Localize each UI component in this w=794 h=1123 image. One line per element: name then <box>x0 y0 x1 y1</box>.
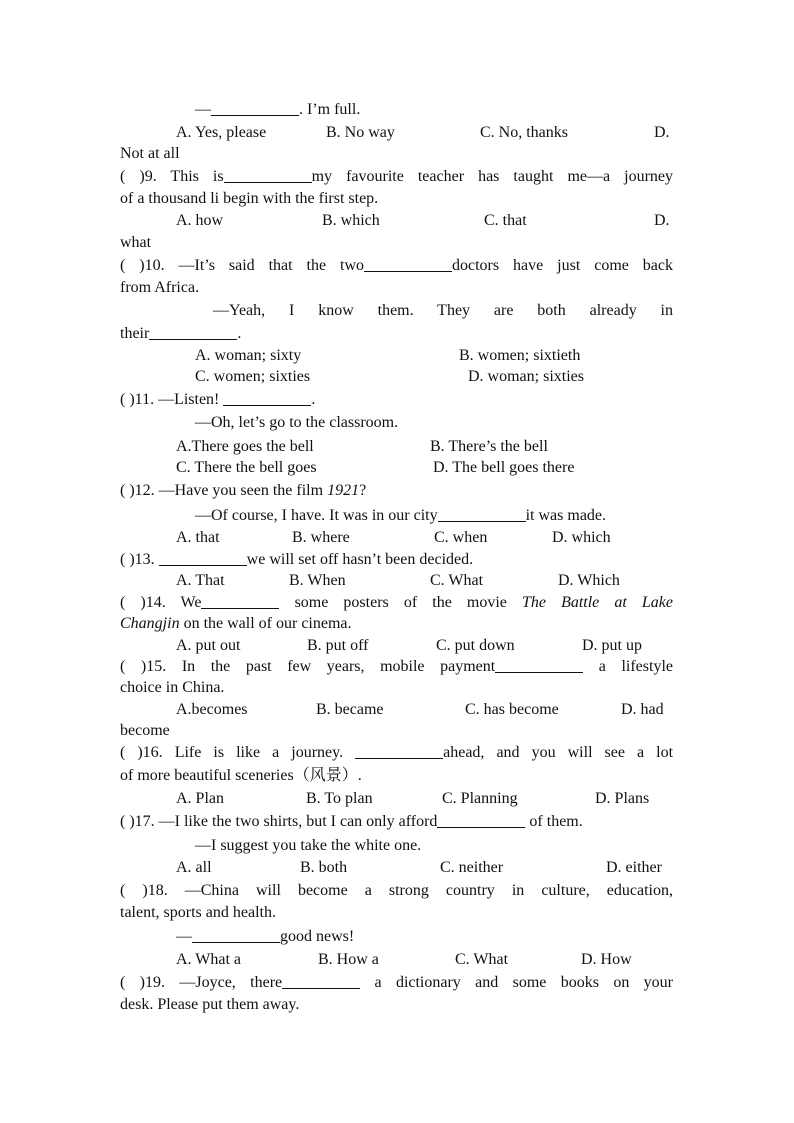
question-number: ( )14. We <box>120 594 202 611</box>
option-a: A. that <box>176 529 220 546</box>
option-a: A.There goes the bell <box>176 438 314 455</box>
option-b: B. No way <box>326 124 395 141</box>
option-d: D. How <box>581 951 632 968</box>
stem-text: ahead, and you will see a lot <box>443 744 674 761</box>
option-d: D. put up <box>582 637 642 654</box>
option-b: B. became <box>316 701 384 718</box>
reply-text: their <box>120 325 150 342</box>
option-d: D. which <box>552 529 611 546</box>
answer-blank <box>223 389 311 406</box>
answer-blank <box>364 255 452 272</box>
question-number: ( )13. <box>120 551 155 568</box>
question-16-stem-line2: of more beautiful sceneries（风景）. <box>120 767 362 784</box>
question-18-stem: ( )18. —China will become a strong country in culture, education, <box>120 882 673 899</box>
question-9-stem <box>120 166 673 188</box>
option-b: B. To plan <box>306 790 373 807</box>
option-d: D. <box>654 212 670 229</box>
answer-blank <box>211 99 299 116</box>
option-d-wrap: what <box>120 234 152 251</box>
question-10-stem <box>120 255 673 277</box>
question-number: ( )15. In the past few years, mobile payment <box>120 658 496 675</box>
question-16-stem <box>120 742 673 764</box>
option-c: C. What <box>430 572 484 589</box>
stem-text: we will set off hasn’t been decided. <box>246 551 474 568</box>
question-13-stem <box>120 549 473 571</box>
option-c: C. neither <box>440 859 504 876</box>
question-number: ( )17. —I like the two shirts, but I can only afford <box>120 813 438 830</box>
reply-end: it was made. <box>525 507 607 524</box>
answer-blank <box>495 656 583 673</box>
stem-text: my favourite teacher has taught me—a journey <box>311 168 674 185</box>
question-15-stem <box>120 656 673 678</box>
option-d: D. The bell goes there <box>433 459 575 476</box>
stem-text: a lifestyle <box>598 658 673 675</box>
question-17-stem <box>120 811 583 833</box>
option-d: D. either <box>606 859 662 876</box>
option-c: C. that <box>484 212 527 229</box>
option-b: B. where <box>292 529 350 546</box>
question-11-stem <box>120 389 315 411</box>
option-a: A.becomes <box>176 701 248 718</box>
question-number: ( )10. —It’s said that the two <box>120 257 364 274</box>
answer-blank <box>201 592 279 609</box>
question-10-reply-line2 <box>120 323 241 345</box>
film-title: 1921 <box>327 482 360 499</box>
option-c: C. No, thanks <box>480 124 568 141</box>
answer-blank <box>437 811 525 828</box>
question-17-reply: —I suggest you take the white one. <box>195 837 422 854</box>
question-14-stem <box>120 592 673 614</box>
answer-blank <box>159 549 247 566</box>
answer-blank <box>355 742 443 759</box>
option-c: C. when <box>434 529 488 546</box>
q8-reply <box>195 99 360 121</box>
reply-text: —Of course, I have. It was in our city <box>195 507 438 524</box>
option-d: D. had <box>621 701 664 718</box>
stem-text: a dictionary and some books on your <box>374 974 674 991</box>
option-b: B. There’s the bell <box>430 438 548 455</box>
option-b: B. both <box>300 859 348 876</box>
option-a: A. That <box>176 572 225 589</box>
option-a: A. put out <box>176 637 241 654</box>
reply-text: good news! <box>280 928 355 945</box>
answer-blank <box>282 972 360 989</box>
question-number: ( )12. —Have you seen the film <box>120 482 324 499</box>
option-b: B. put off <box>307 637 369 654</box>
dash: — <box>195 101 211 118</box>
answer-blank <box>149 323 237 340</box>
option-b: B. women; sixtieth <box>459 347 581 364</box>
option-c: C. Planning <box>442 790 518 807</box>
stem-end: ? <box>359 482 367 499</box>
option-d: D. <box>654 124 670 141</box>
option-c: C. has become <box>465 701 559 718</box>
option-b: B. When <box>289 572 346 589</box>
option-d-wrap: become <box>120 722 170 739</box>
stem-text: doctors have just come back <box>452 257 673 274</box>
question-11-reply: —Oh, let’s go to the classroom. <box>195 414 399 431</box>
option-d: D. woman; sixties <box>468 368 584 385</box>
movie-title: The Battle at Lake <box>521 594 674 611</box>
question-number: ( )11. —Listen! <box>120 391 220 408</box>
question-15-stem-line2: choice in China. <box>120 679 225 696</box>
option-b: B. which <box>322 212 380 229</box>
option-d: D. Which <box>558 572 620 589</box>
option-c: C. What <box>455 951 509 968</box>
option-a: A. woman; sixty <box>195 347 302 364</box>
question-19-stem-line2: desk. Please put them away. <box>120 996 300 1013</box>
option-a: A. What a <box>176 951 242 968</box>
question-number: ( )16. Life is like a journey. <box>120 744 344 761</box>
question-10-reply: —Yeah, I know them. They are both already in <box>213 302 673 319</box>
answer-blank <box>224 166 312 183</box>
stem-text: some posters of the movie <box>294 594 507 611</box>
question-18-reply <box>176 926 354 948</box>
stem-end: . <box>311 391 316 408</box>
movie-title-cont: Changjin <box>120 615 180 632</box>
option-a: A. Yes, please <box>176 124 267 141</box>
stem-text: of them. <box>529 813 583 830</box>
reply-text: . I’m full. <box>299 101 361 118</box>
question-12-stem <box>120 480 366 502</box>
question-number: ( )9. This is <box>120 168 224 185</box>
option-c: C. There the bell goes <box>176 459 317 476</box>
option-a: A. how <box>176 212 224 229</box>
reply-end: . <box>237 325 242 342</box>
option-d-wrap: Not at all <box>120 145 180 162</box>
stem-text: on the wall of our cinema. <box>183 615 352 632</box>
option-a: A. all <box>176 859 212 876</box>
answer-blank <box>438 505 526 522</box>
question-10-stem-line2: from Africa. <box>120 279 200 296</box>
question-18-stem-line2: talent, sports and health. <box>120 904 276 921</box>
question-14-stem-line2 <box>120 613 352 635</box>
option-a: A. Plan <box>176 790 224 807</box>
question-12-reply <box>195 505 606 527</box>
question-number: ( )19. —Joyce, there <box>120 974 283 991</box>
question-19-stem <box>120 972 673 994</box>
answer-blank <box>192 926 280 943</box>
dash: — <box>176 928 192 945</box>
option-b: B. How a <box>318 951 379 968</box>
option-c: C. women; sixties <box>195 368 311 385</box>
question-9-stem-line2: of a thousand li begin with the first step. <box>120 190 379 207</box>
option-c: C. put down <box>436 637 515 654</box>
option-d: D. Plans <box>595 790 650 807</box>
